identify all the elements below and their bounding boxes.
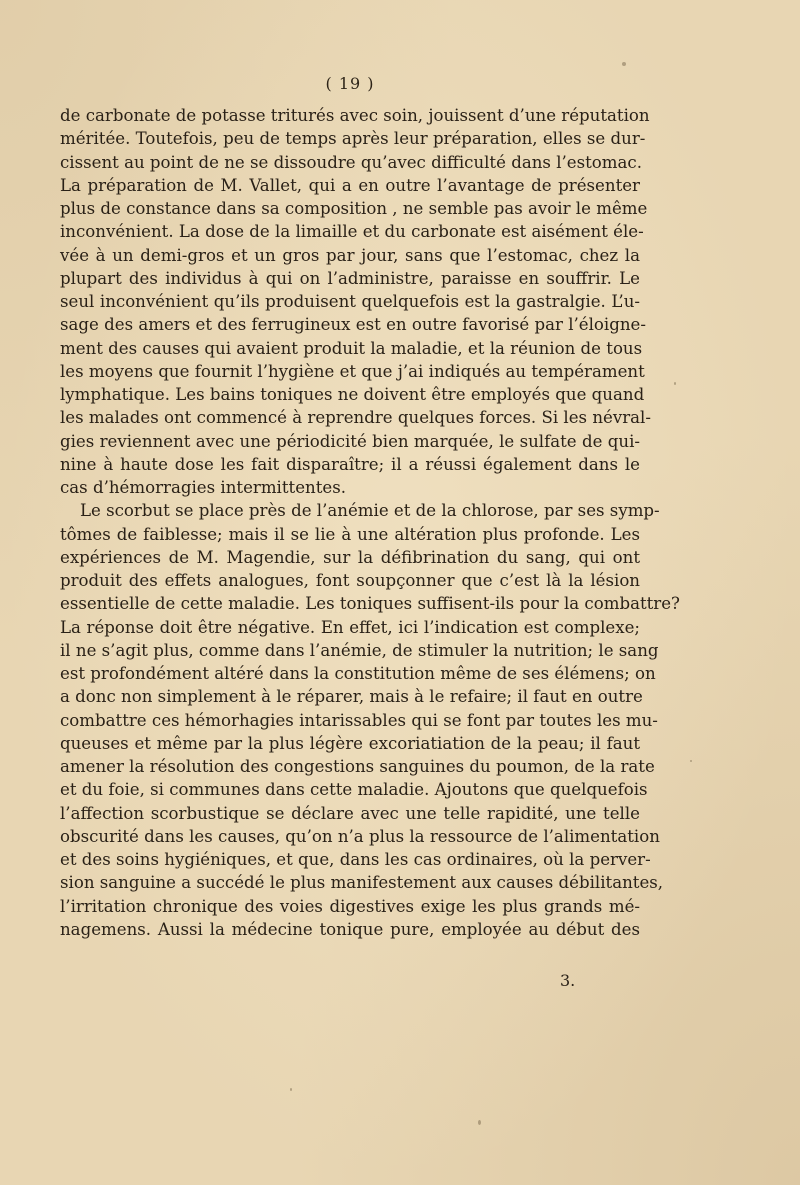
text-line: combattre ces hémorhagies intarissables qui se font par toutes les mu-	[60, 710, 658, 730]
paper-speck	[290, 1088, 292, 1091]
text-line: La préparation de M. Vallet, qui a en outre l’avantage de présenter	[60, 175, 640, 195]
text-line: plus de constance dans sa composition , ne semble pas avoir le même	[60, 199, 648, 218]
text-line: plupart des individus à qui on l’administre, paraisse en souffrir. Le	[60, 268, 640, 288]
paper-speck	[622, 62, 626, 66]
text-line: cissent au point de ne se dissoudre qu’avec difficulté dans l’estomac.	[60, 152, 642, 172]
text-line: lymphatique. Les bains toniques ne doivent être employés que quand	[60, 385, 645, 404]
text-line: amener la résolution des congestions sanguines du poumon, de la rate	[60, 757, 655, 776]
text-line: nine à haute dose les fait disparaître; il a réussi également dans le	[60, 454, 640, 474]
paper-speck	[478, 1120, 481, 1125]
text-line: expériences de M. Magendie, sur la défibrination du sang, qui ont	[60, 547, 640, 567]
paper-speck	[674, 382, 676, 385]
text-line: inconvénient. La dose de la limaille et du carbonate est aisément éle-	[60, 222, 644, 242]
text-line: il ne s’agit plus, comme dans l’anémie, de stimuler la nutrition; le sang	[60, 640, 659, 660]
body-text	[60, 104, 680, 941]
text-line: l’affection scorbustique se déclare avec une telle rapidité, une telle	[60, 803, 640, 823]
text-line: est profondément altéré dans la constitution même de ses élémens; on	[60, 664, 656, 683]
text-line: l’irritation chronique des voies digestives exige les plus grands mé-	[60, 896, 640, 916]
page-number: ( 19 )	[325, 74, 375, 93]
text-line: les moyens que fournit l’hygiène et que j’ai indiqués au tempérament	[60, 361, 645, 381]
paper-speck	[690, 760, 692, 762]
signature-mark: 3.	[560, 971, 576, 990]
text-line: seul inconvénient qu’ils produisent quelquefois est la gastralgie. L’u-	[60, 292, 640, 311]
paragraph-end-line: cas d’hémorragies intermittentes.	[60, 478, 346, 497]
paragraph-start-line: Le scorbut se place près de l’anémie et de la chlorose, par ses symp-	[80, 501, 660, 521]
text-line: tômes de faiblesse; mais il se lie à une altération plus profonde. Les	[60, 524, 640, 544]
text-line: produit des effets analogues, font soupçonner que c’est là la lésion	[60, 571, 640, 590]
text-line: et des soins hygiéniques, et que, dans les cas ordinaires, où la perver-	[60, 850, 651, 869]
text-line: de carbonate de potasse triturés avec soin, jouissent d’une réputation	[60, 106, 650, 125]
text-line: obscurité dans les causes, qu’on n’a plus la ressource de l’alimentation	[60, 826, 660, 846]
text-line: queuses et même par la plus légère excoriatiation de la peau; il faut	[60, 733, 640, 753]
text-line: a donc non simplement à le réparer, mais à le refaire; il faut en outre	[60, 687, 643, 707]
text-line: les malades ont commencé à reprendre quelques forces. Si les névral-	[60, 408, 651, 428]
text-line: ment des causes qui avaient produit la maladie, et la réunion de tous	[60, 338, 643, 358]
text-line: gies reviennent avec une périodicité bien marquée, le sulfate de qui-	[60, 431, 640, 451]
text-line: nagemens. Aussi la médecine tonique pure, employée au début des	[60, 919, 640, 939]
text-line: sion sanguine a succédé le plus manifestement aux causes débilitantes,	[60, 873, 664, 893]
text-line: sage des amers et des ferrugineux est en outre favorisé par l’éloigne-	[60, 315, 646, 335]
text-line: vée à un demi-gros et un gros par jour, sans que l’estomac, chez la	[60, 245, 640, 265]
text-line: La réponse doit être négative. En effet, ici l’indication est complexe;	[60, 617, 640, 637]
text-line: essentielle de cette maladie. Les toniques suffisent-ils pour la combattre?	[60, 594, 680, 614]
text-line: méritée. Toutefois, peu de temps après leur préparation, elles se dur-	[60, 129, 646, 149]
text-line: et du foie, si communes dans cette maladie. Ajoutons que quelquefois	[60, 780, 648, 800]
